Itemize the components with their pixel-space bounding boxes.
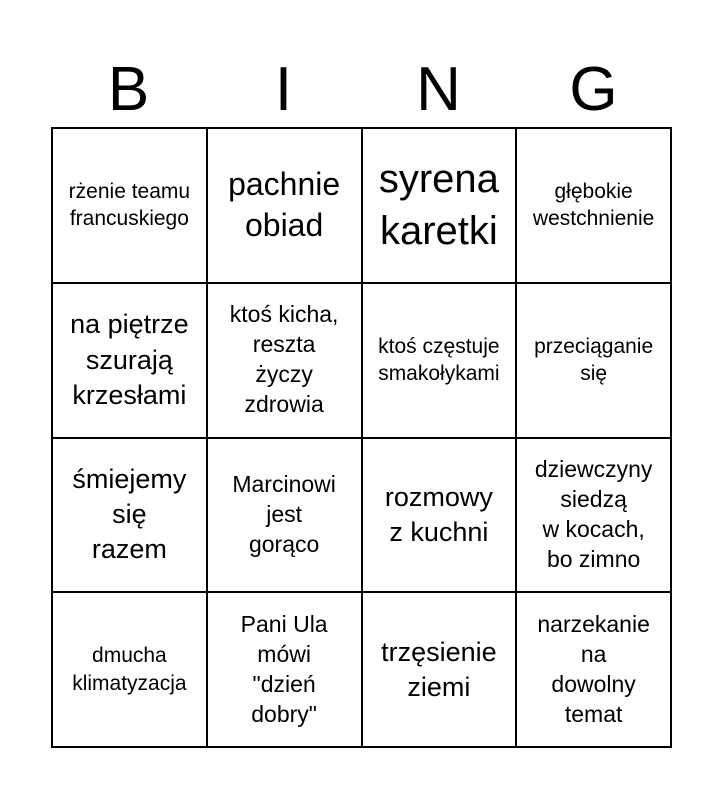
bingo-cell[interactable] [363, 284, 518, 439]
header-letter-g: G [569, 55, 618, 124]
bingo-cell[interactable] [517, 129, 672, 284]
bingo-cell[interactable] [208, 284, 363, 439]
bingo-cell[interactable] [208, 593, 363, 748]
bingo-cell[interactable] [363, 593, 518, 748]
cell-text: ktoś kicha, reszta życzy zdrowia [229, 301, 339, 418]
bingo-header [51, 55, 671, 125]
bingo-card-grid [51, 127, 672, 748]
bingo-cell[interactable] [517, 593, 672, 748]
cell-text: syrena karetki [378, 157, 499, 254]
cell-text: głębokie westchnienie [532, 180, 655, 231]
cell-text: Marcinowi jest gorąco [232, 471, 336, 557]
bingo-cell[interactable] [363, 439, 518, 594]
cell-text: ktoś częstuje smakołykami [378, 334, 500, 386]
cell-text: śmiejemy się razem [72, 464, 187, 565]
header-letter-b: B [107, 55, 150, 124]
bingo-cell[interactable] [53, 439, 208, 594]
bingo-cell[interactable] [363, 129, 518, 284]
cell-text: na piętrze szurają krzesłami [70, 309, 189, 410]
bingo-cell[interactable] [208, 129, 363, 284]
cell-text: narzekanie na dowolny temat [537, 610, 650, 727]
bingo-cell[interactable] [53, 129, 208, 284]
bingo-cell[interactable] [208, 439, 363, 594]
cell-text: rozmowy z kuchni [384, 481, 493, 547]
bingo-cell[interactable] [53, 593, 208, 748]
header-letter-n: N [416, 55, 461, 124]
bingo-cell[interactable] [517, 439, 672, 594]
cell-text: przeciąganie się [534, 334, 654, 386]
cell-text: pachnie obiad [228, 165, 341, 244]
bingo-cell[interactable] [53, 284, 208, 439]
cell-text: dmucha klimatyzacja [72, 644, 187, 695]
cell-text: rżenie teamu francuskiego [68, 180, 191, 231]
bingo-cell[interactable] [517, 284, 672, 439]
cell-text: Pani Ula mówi "dzień dobry" [240, 610, 328, 727]
cell-text: dziewczyny siedzą w kocach, bo zimno [534, 456, 653, 572]
header-letter-i: I [274, 55, 293, 124]
cell-text: trzęsienie ziemi [381, 636, 497, 702]
